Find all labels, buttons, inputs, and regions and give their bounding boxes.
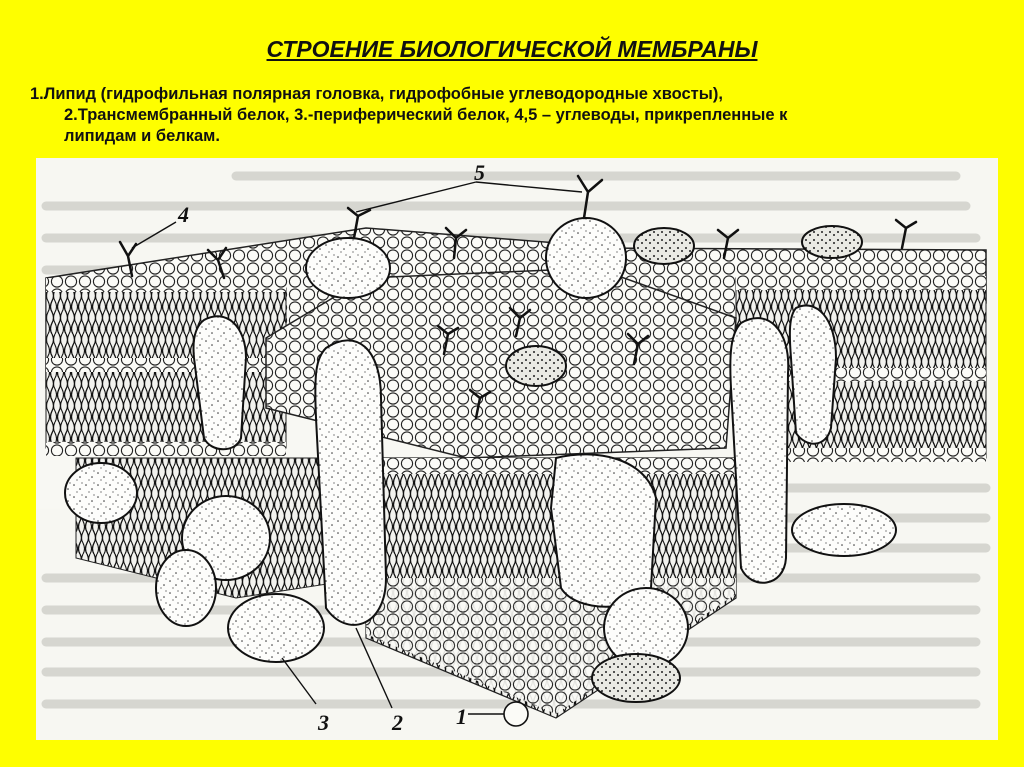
label-4: 4 bbox=[178, 202, 189, 227]
membrane-svg bbox=[36, 158, 998, 740]
label-1: 1 bbox=[456, 704, 467, 729]
label-5: 5 bbox=[474, 160, 485, 185]
legend bbox=[30, 84, 990, 147]
label-2: 2 bbox=[392, 710, 403, 735]
slide-title: СТРОЕНИЕ БИОЛОГИЧЕСКОЙ МЕМБРАНЫ bbox=[266, 36, 758, 62]
transmembrane-protein-tall bbox=[315, 340, 386, 625]
protein-center-block bbox=[551, 454, 656, 606]
legend-line-2: 2.Трансмембранный белок, 3.-периферический белок, 4,5 – углеводы, прикрепленные к bbox=[64, 106, 788, 124]
membrane-diagram bbox=[36, 158, 998, 740]
label-3: 3 bbox=[318, 710, 329, 735]
legend-line-1: 1.Липид (гидрофильная полярная головка, гидрофобные углеводородные хвосты), bbox=[30, 85, 723, 103]
legend-line-3: липидам и белкам. bbox=[64, 127, 220, 145]
lipid-head-marker bbox=[504, 702, 528, 726]
